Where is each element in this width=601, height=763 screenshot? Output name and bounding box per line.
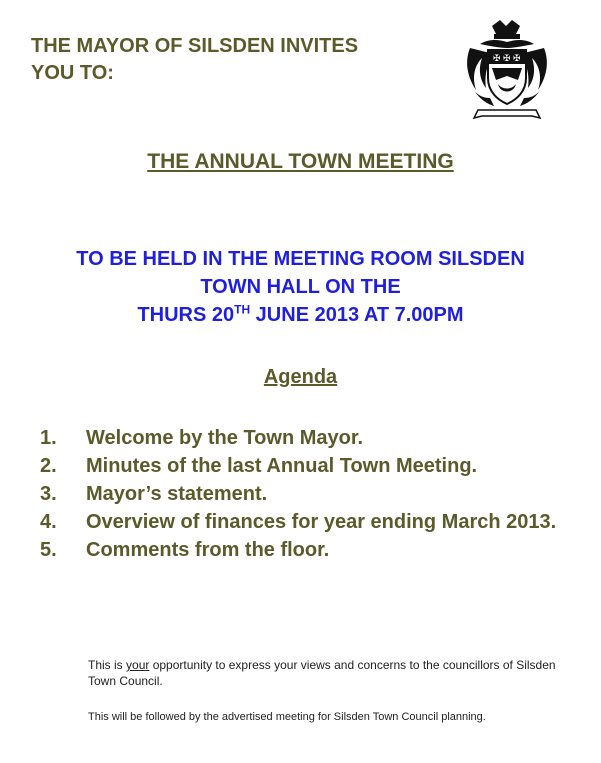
svg-text:✠: ✠ [513, 54, 521, 64]
coat-of-arms-icon [462, 18, 552, 128]
invitation-line-1: THE MAYOR OF SILSDEN INVITES [31, 35, 359, 57]
agenda-item [40, 508, 580, 536]
footer-note-end: opportunity to express your views and concerns to the councillors of Silsden Town Council. [88, 658, 556, 688]
agenda-item-number: 4. [40, 511, 57, 533]
agenda-item-number: 1. [40, 427, 57, 449]
agenda-heading: Agenda [263, 366, 338, 388]
svg-text:✠: ✠ [493, 54, 501, 64]
footer-opportunity-note [88, 657, 558, 689]
venue-line-2: TOWN HALL ON THE [200, 276, 401, 298]
venue-line-1: TO BE HELD IN THE MEETING ROOM SILSDEN [76, 248, 525, 270]
venue-date-time: JUNE 2013 AT 7.00PM [250, 304, 464, 326]
agenda-item-number: 2. [40, 455, 57, 477]
agenda-list [40, 424, 580, 564]
meeting-title: THE ANNUAL TOWN MEETING [147, 150, 454, 173]
agenda-item [40, 452, 580, 480]
footer-planning-note: This will be followed by the advertised meeting for Silsden Town Council planning. [88, 711, 486, 723]
venue-date-prefix: THURS 20 [137, 304, 235, 326]
agenda-item-number: 5. [40, 539, 57, 561]
venue-line-3 [137, 304, 463, 326]
agenda-item-text: Comments from the floor. [86, 539, 330, 561]
agenda-item [40, 536, 580, 564]
agenda-item-text: Welcome by the Town Mayor. [86, 427, 364, 449]
agenda-item-number: 3. [40, 483, 57, 505]
footer-note-start: This is [88, 658, 127, 672]
venue-details [0, 245, 601, 329]
agenda-item-text: Mayor’s statement. [86, 483, 268, 505]
agenda-item [40, 480, 580, 508]
invitation-line-2: YOU TO: [31, 62, 114, 84]
footer-note-emphasis: your [126, 658, 150, 672]
agenda-item [40, 424, 580, 452]
svg-text:✠: ✠ [503, 54, 511, 64]
invitation-heading [31, 33, 451, 87]
venue-date-suffix: TH [234, 302, 251, 317]
agenda-item-text: Overview of finances for year ending March 2013. [86, 511, 557, 533]
agenda-item-text: Minutes of the last Annual Town Meeting. [86, 455, 478, 477]
